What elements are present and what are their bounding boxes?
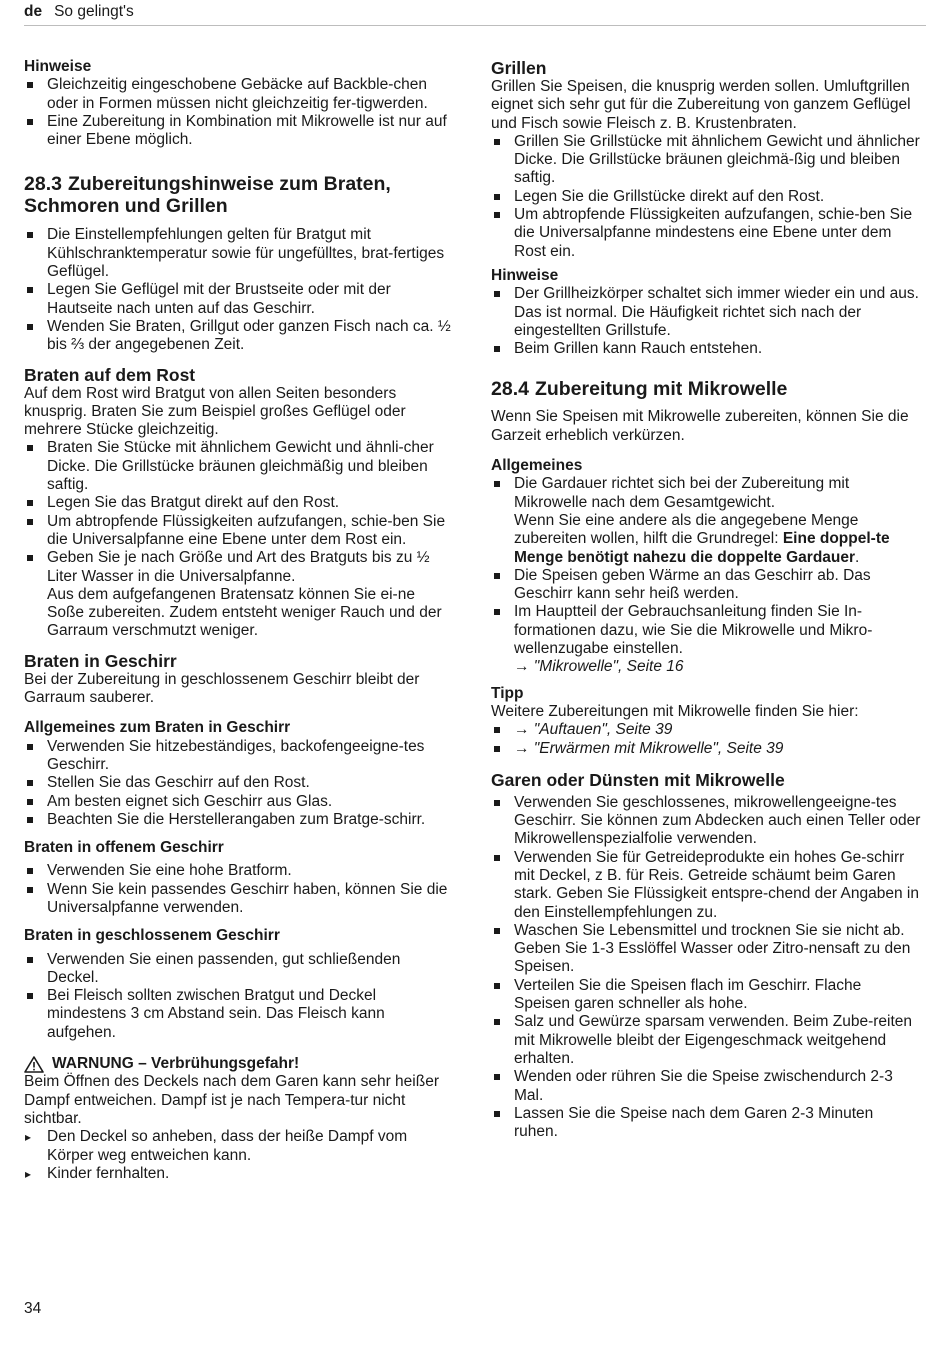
list-item: Legen Sie Geflügel mit der Brustseite oder mit der Hautseite nach unten auf das Geschirr. (24, 281, 454, 318)
tipp-heading: Tipp (491, 684, 524, 702)
left-column (24, 58, 454, 1183)
list-item-note (514, 512, 921, 567)
list-item: Wenden oder rühren Sie die Speise zwischendurch 2-3 Mal. (491, 1068, 921, 1105)
list-item: Lassen Sie die Speise nach dem Garen 2-3 Minuten ruhen. (491, 1105, 921, 1142)
geschirr-heading: Braten in Geschirr (24, 650, 177, 671)
page-number: 34 (24, 1300, 42, 1317)
hinweise-list (491, 285, 921, 358)
allgemeines-heading: Allgemeines (491, 457, 583, 475)
warning-text: Beim Öffnen des Deckels nach dem Garen kann sehr heißer Dampf entweichen. Dampf ist je nach Tempera-tur nicht sichtbar. (24, 1073, 439, 1127)
list-item: Um abtropfende Flüssigkeiten aufzufangen, schie-ben Sie die Universalpfanne mindestens eine Ebene unter dem Rost ein. (491, 206, 921, 261)
section-intro: Wenn Sie Speisen mit Mikrowelle zubereiten, können Sie die Garzeit erheblich verkürzen. (491, 408, 909, 444)
section-title: Zubereitungshinweise zum Braten, Schmoren und Grillen (24, 173, 391, 218)
language-code: de (24, 3, 43, 20)
list-item: Beachten Sie die Herstellerangaben zum Bratge-schirr. (24, 811, 454, 829)
list-item: Die Einstellempfehlungen gelten für Bratgut mit Kühlschranktemperatur sowie für ungefülltes, brat-fertiges Geflügel. (24, 226, 454, 281)
warning-triangle-icon (24, 1056, 44, 1073)
garen-list (491, 794, 921, 1142)
allg-geschirr-list (24, 738, 454, 829)
tipp-intro: Weitere Zubereitungen mit Mikrowelle finden Sie hier: (491, 702, 859, 720)
right-column (491, 58, 921, 1141)
list-item: Der Grillheizkörper schaltet sich immer wieder ein und aus. Das ist normal. Die Häufigkeit richtet sich nach der eingestellten Grillstufe. (491, 285, 921, 340)
list-item: Bei Fleisch sollten zwischen Bratgut und Deckel mindestens 3 cm Abstand sein. Das Fleisch kann aufgehen. (24, 987, 454, 1042)
warning-steps (24, 1128, 454, 1183)
chapter-title: So gelingt's (54, 3, 134, 20)
list-item-text: Im Hauptteil der Gebrauchsanleitung finden Sie In-formationen dazu, wie Sie die Mikrowelle und Mikro-wellenzugabe einstellen. (514, 603, 873, 658)
list-item: Gleichzeitig eingeschobene Gebäcke auf Backble-chen oder in Formen müssen nicht gleichzeitig fer-tigwerden. (24, 76, 454, 113)
grillen-list (491, 133, 921, 261)
warning-heading (24, 1055, 454, 1073)
list-item: Verwenden Sie eine hohe Bratform. (24, 862, 454, 880)
list-item: Verwenden Sie hitzebeständiges, backofengeeigne-tes Geschirr. (24, 738, 454, 775)
list-item: Verwenden Sie für Getreideprodukte ein hohes Ge-schirr mit Deckel, z B. für Reis. Getreide schäumt beim Garen stark. Geben Sie Flüssigkeit entspre-chend der Angaben in den Einstellempfehlungen zu. (491, 849, 921, 922)
offen-heading: Braten in offenem Geschirr (24, 839, 224, 857)
list-item (491, 603, 921, 676)
offen-list (24, 862, 454, 917)
note-text: Wenn Sie eine andere als die angegebene Menge zubereiten wollen, hilft die Grundregel: (514, 511, 859, 548)
list-item: Salz und Gewürze sparsam verwenden. Beim Zube-reiten mit Mikrowelle bleibt der Eigengeschmack weitgehend erhalten. (491, 1013, 921, 1068)
list-item: Stellen Sie das Geschirr auf den Rost. (24, 774, 454, 792)
section-list (24, 226, 454, 354)
warning-title: WARNUNG – Verbrühungsgefahr! (52, 1055, 300, 1073)
list-item: Beim Grillen kann Rauch entstehen. (491, 340, 921, 358)
tipp-list (491, 721, 921, 758)
rost-intro: Auf dem Rost wird Bratgut von allen Seiten besonders knusprig. Braten Sie zum Beispiel großes Geflügel oder mehrere Stücke gleichzeitig. (24, 384, 406, 439)
list-item: Wenden Sie Braten, Grillgut oder ganzen Fisch nach ca. ½ bis ⅔ der angegebenen Zeit. (24, 318, 454, 355)
geschlossen-list (24, 951, 454, 1042)
list-item: Grillen Sie Grillstücke mit ähnlichem Gewicht und ähnlicher Dicke. Die Grillstücke bräunen gleichmä-ßig und bleiben saftig. (491, 133, 921, 188)
hinweise-list (24, 76, 454, 149)
allgemeines-list (491, 475, 921, 676)
section-heading-28-3 (24, 173, 454, 217)
list-item: Wenn Sie kein passendes Geschirr haben, können Sie die Universalpfanne verwenden. (24, 881, 454, 918)
list-item: Um abtropfende Flüssigkeiten aufzufangen, schie-ben Sie die Universalpfanne eine Ebene unter dem Rost ein. (24, 513, 454, 550)
garen-heading: Garen oder Dünsten mit Mikrowelle (491, 769, 785, 790)
geschirr-intro: Bei der Zubereitung in geschlossenem Geschirr bleibt der Garraum sauberer. (24, 670, 420, 707)
list-item: Waschen Sie Lebensmittel und trocknen Sie sie nicht ab. Geben Sie 1-3 Esslöffel Wasser oder Zitro-nensaft zu den Speisen. (491, 922, 921, 977)
header-divider (24, 25, 926, 26)
page-header (24, 3, 134, 21)
list-item: Verteilen Sie die Speisen flach im Geschirr. Flache Speisen garen schneller als hohe. (491, 977, 921, 1014)
list-item-text: Geben Sie je nach Größe und Art des Bratguts bis zu ½ Liter Wasser in die Universalpfanne. (47, 549, 430, 585)
cross-reference-link[interactable]: → "Auftauen", Seite 39 (491, 721, 921, 739)
list-item-note: Aus dem aufgefangenen Bratensatz können Sie ei-ne Soße zubereiten. Zudem entsteht weniger Rauch und der Garraum verschmutzt weniger. (47, 585, 442, 640)
hinweise-heading: Hinweise (491, 266, 559, 284)
list-item (491, 475, 921, 566)
list-item-text: Die Gardauer richtet sich bei der Zubereitung mit Mikrowelle nach dem Gesamtgewicht. (514, 475, 850, 511)
list-item: Verwenden Sie geschlossenes, mikrowellengeeigne-tes Geschirr. Sie können zum Abdecken auch einen Teller oder Mikrowellenspezialfolie verwenden. (491, 794, 921, 849)
list-item: Eine Zubereitung in Kombination mit Mikrowelle ist nur auf einer Ebene möglich. (24, 113, 454, 150)
rost-list (24, 439, 454, 640)
list-item: ▸ Den Deckel so anheben, dass der heiße Dampf vom Körper weg entweichen kann. (24, 1128, 454, 1165)
geschlossen-heading: Braten in geschlossenem Geschirr (24, 927, 280, 945)
rost-heading: Braten auf dem Rost (24, 364, 196, 385)
cross-reference-link[interactable]: → "Erwärmen mit Mikrowelle", Seite 39 (491, 740, 921, 758)
section-number: 28.3 (24, 173, 62, 196)
hinweise-heading: Hinweise (24, 58, 92, 75)
grillen-heading: Grillen (491, 58, 547, 78)
list-item: Braten Sie Stücke mit ähnlichem Gewicht und ähnli-cher Dicke. Die Grillstücke bräunen gleichmäßig und bleiben saftig. (24, 439, 454, 494)
section-number: 28.4 (491, 378, 529, 401)
note-emphasis: Eine doppel-te Menge benötigt nahezu die doppelte Gardauer (514, 530, 890, 566)
grillen-intro: Grillen Sie Speisen, die knusprig werden sollen. Umluftgrillen eignet sich sehr gut für die Zubereitung von ganzem Geflügel und Fisch sowie Fleisch z. B. Krustenbraten. (491, 78, 911, 132)
section-title: Zubereitung mit Mikrowelle (534, 378, 788, 401)
allg-geschirr-heading: Allgemeines zum Braten in Geschirr (24, 719, 291, 737)
note-text-end: . (855, 548, 860, 566)
list-item: Legen Sie das Bratgut direkt auf den Rost. (24, 494, 454, 512)
section-heading-28-4 (491, 378, 921, 400)
list-item: Verwenden Sie einen passenden, gut schließenden Deckel. (24, 951, 454, 988)
list-item: ▸ Kinder fernhalten. (24, 1165, 454, 1183)
list-item: Legen Sie die Grillstücke direkt auf den Rost. (491, 188, 921, 206)
list-item: Am besten eignet sich Geschirr aus Glas. (24, 793, 454, 811)
list-item (24, 549, 454, 640)
list-item: Die Speisen geben Wärme an das Geschirr ab. Das Geschirr kann sehr heiß werden. (491, 567, 921, 604)
cross-reference-link[interactable]: → "Mikrowelle", Seite 16 (514, 658, 684, 676)
